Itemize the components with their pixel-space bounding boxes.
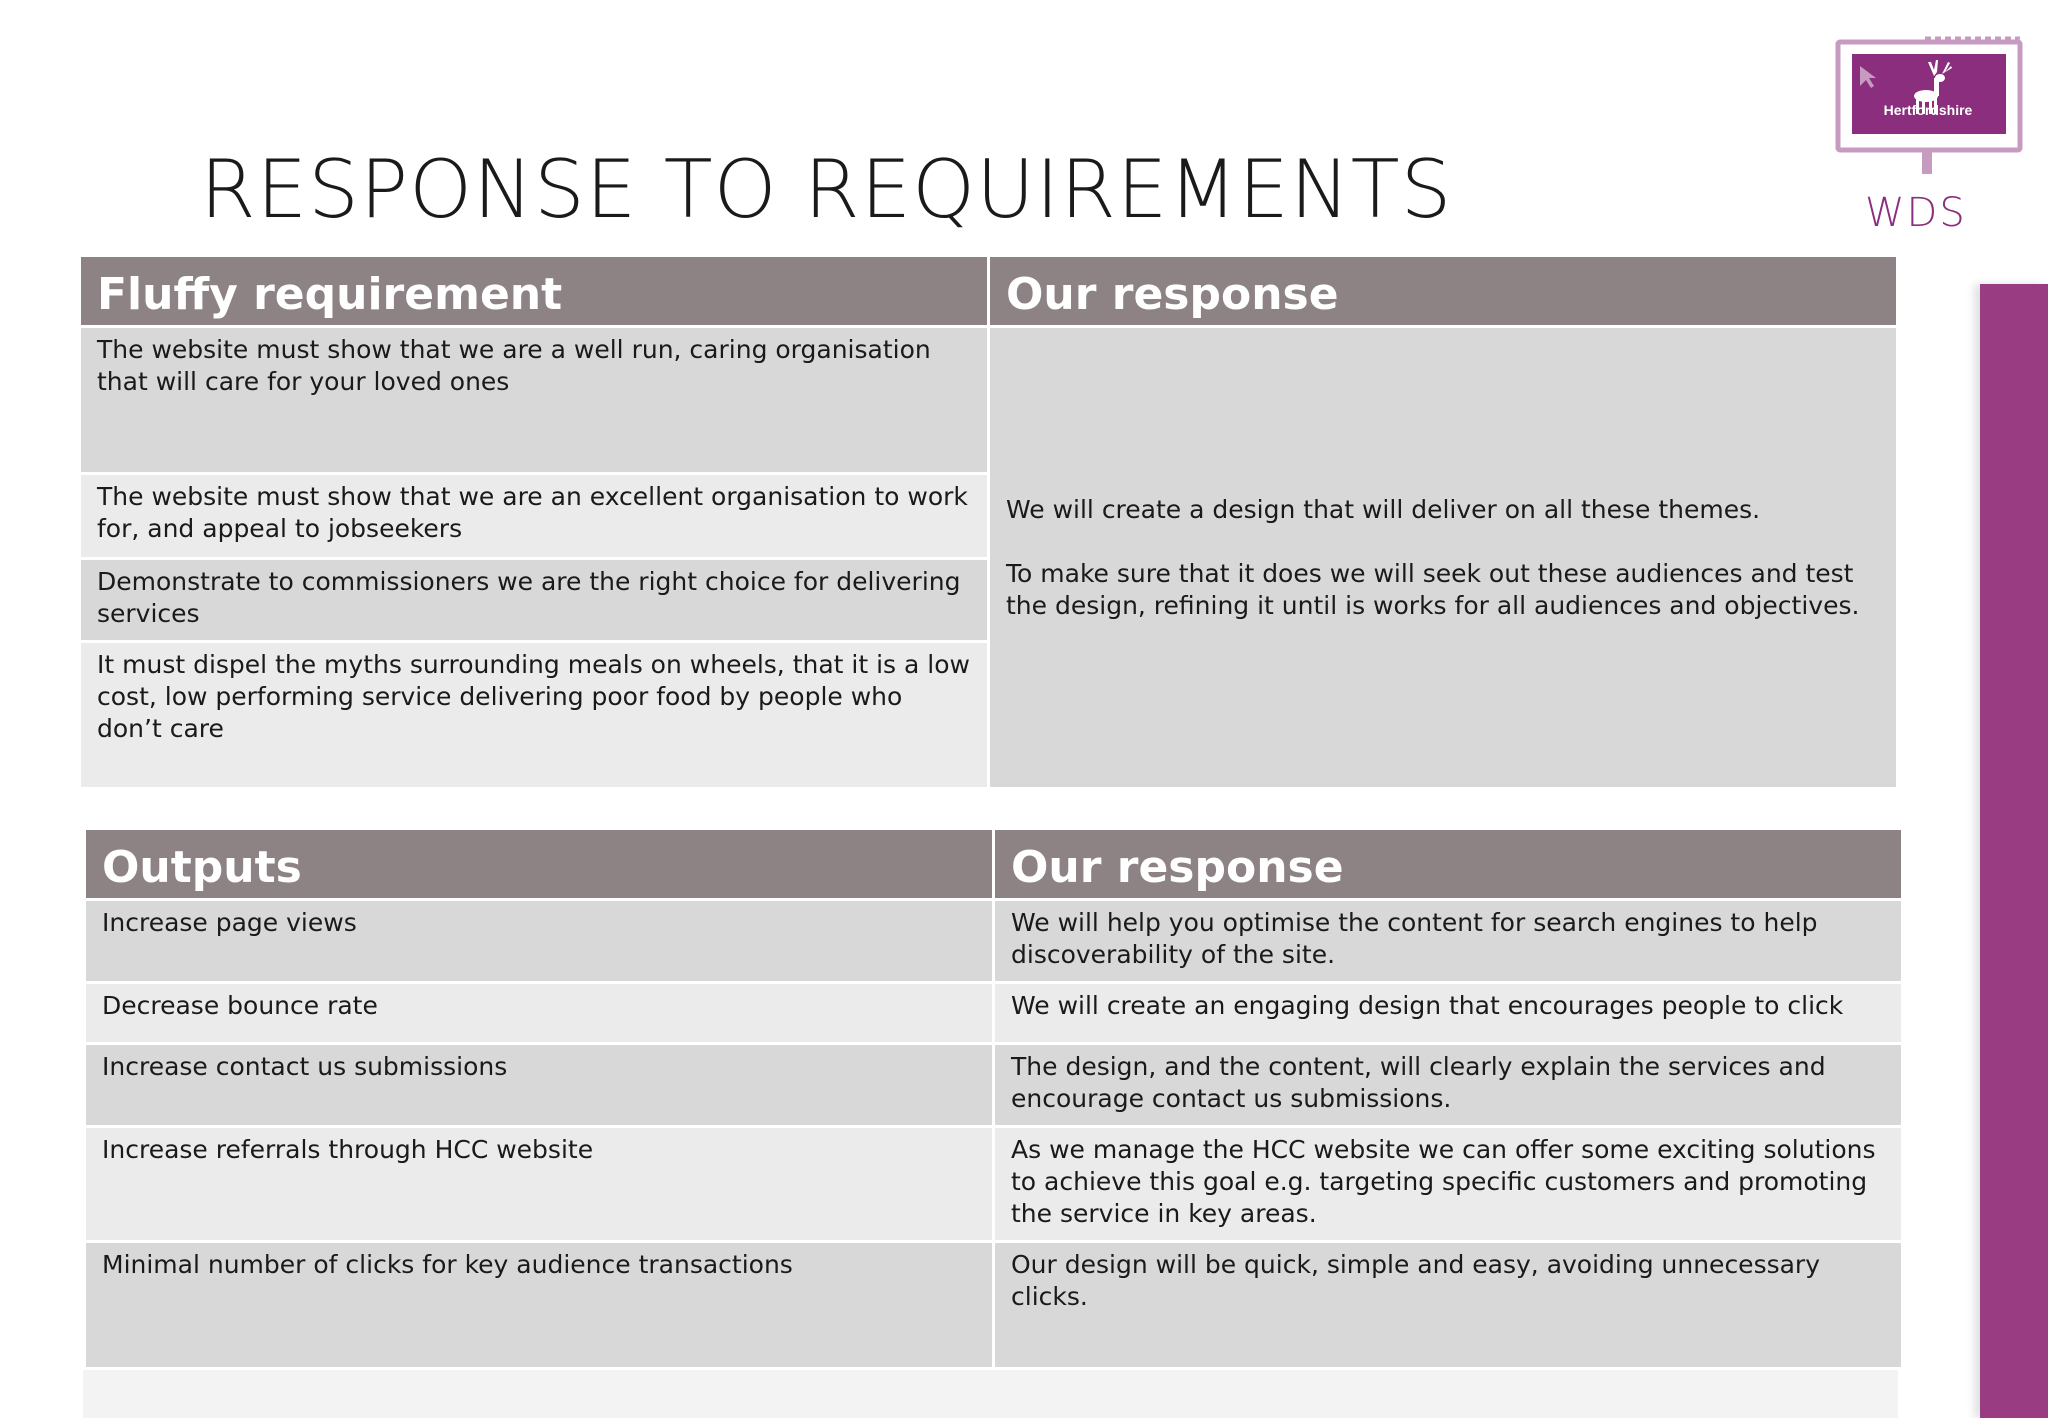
response-cell: Our design will be quick, simple and easy, avoiding unnecessary clicks. bbox=[995, 1243, 1901, 1367]
requirement-cell: Demonstrate to commissioners we are the right choice for delivering services bbox=[81, 560, 987, 640]
response-cell: We will create an engaging design that encourages people to click bbox=[995, 984, 1901, 1042]
table-row bbox=[86, 901, 1901, 981]
table-row bbox=[86, 1128, 1901, 1240]
header-our-response: Our response bbox=[995, 830, 1901, 898]
output-cell: Minimal number of clicks for key audience transactions bbox=[86, 1243, 992, 1367]
requirements-table bbox=[78, 254, 1899, 790]
header-fluffy-requirement: Fluffy requirement bbox=[81, 257, 987, 325]
response-cell: We will create a design that will deliver on all these themes. To make sure that it does we will seek out these audiences and test the design, refining it until is works for all audiences and objectives. bbox=[990, 328, 1896, 787]
response-cell: The design, and the content, will clearly explain the services and encourage contact us submissions. bbox=[995, 1045, 1901, 1125]
requirement-cell: The website must show that we are a well run, caring organisation that will care for your loved ones bbox=[81, 328, 987, 472]
table-row bbox=[81, 328, 1896, 472]
table-row bbox=[86, 1243, 1901, 1367]
table-row bbox=[86, 984, 1901, 1042]
header-our-response: Our response bbox=[990, 257, 1896, 325]
response-cell: As we manage the HCC website we can offer some exciting solutions to achieve this goal e.g. targeting specific customers and promoting the service in key areas. bbox=[995, 1128, 1901, 1240]
logo-county-text: Hertfordshire bbox=[1883, 102, 1973, 118]
logo-brand-text: WDS bbox=[1865, 190, 1967, 236]
table-row bbox=[86, 1045, 1901, 1125]
output-cell: Increase contact us submissions bbox=[86, 1045, 992, 1125]
header-outputs: Outputs bbox=[86, 830, 992, 898]
page-title: RESPONSE TO REQUIREMENTS bbox=[200, 143, 1453, 236]
requirement-cell: The website must show that we are an excellent organisation to work for, and appeal to jobseekers bbox=[81, 475, 987, 557]
requirement-cell: It must dispel the myths surrounding meals on wheels, that it is a low cost, low performing service delivering poor food by people who don’t care bbox=[81, 643, 987, 787]
response-cell: We will help you optimise the content for search engines to help discoverability of the site. bbox=[995, 901, 1901, 981]
footer-strip bbox=[83, 1370, 1898, 1418]
output-cell: Decrease bounce rate bbox=[86, 984, 992, 1042]
output-cell: Increase referrals through HCC website bbox=[86, 1128, 992, 1240]
output-cell: Increase page views bbox=[86, 901, 992, 981]
outputs-table bbox=[83, 827, 1904, 1370]
accent-side-bar bbox=[1980, 284, 2048, 1418]
